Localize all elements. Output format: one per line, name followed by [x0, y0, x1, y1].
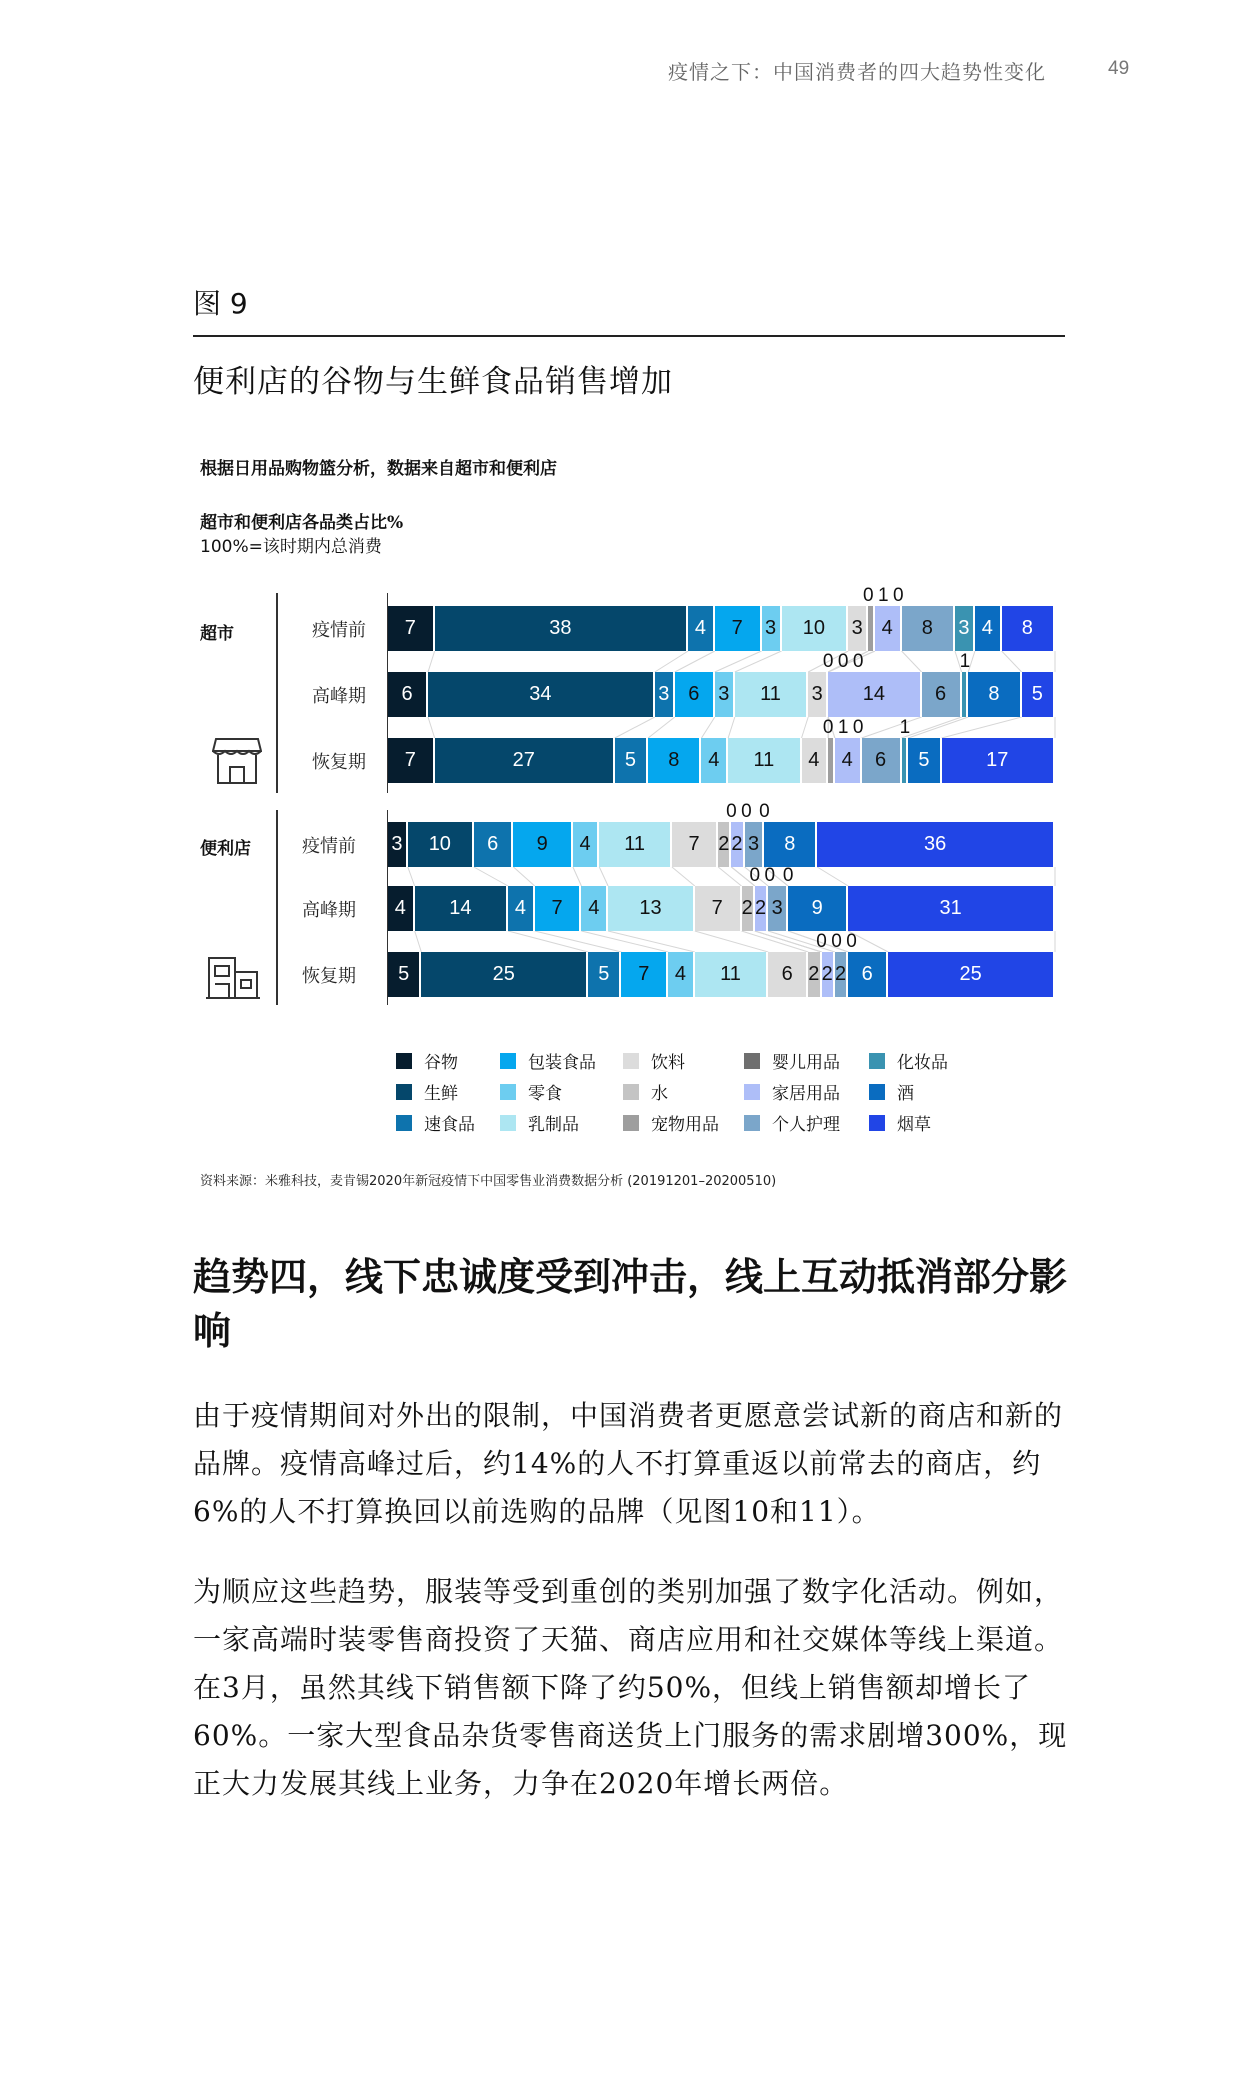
bar-segment-饮料: 4 [802, 738, 829, 783]
data-label: 0 [816, 931, 827, 952]
connector-line [599, 867, 608, 886]
data-label: 1 [899, 717, 911, 738]
paragraph: 由于疫情期间对外出的限制，中国消费者更愿意尝试新的商店和新的品牌。疫情高峰过后，约14%的人不打算重返以前常去的商店，约6%的人不打算换回以前选购的品牌（见图10和11）。 [193, 1399, 1064, 1528]
source-note: 资料来源：米雅科技，麦肯锡2020年新冠疫情下中国零售业消费数据分析 (20191201–20200510) [200, 1174, 777, 1189]
legend-label: 烟草 [897, 1115, 931, 1135]
section-heading: 趋势四，线下忠诚度受到冲击，线上互动抵消部分影响 [193, 1254, 1068, 1353]
bar-segment-包装食品: 7 [715, 606, 762, 651]
bar-segment-谷物: 7 [388, 606, 435, 651]
data-label: 0 [764, 865, 776, 886]
data-label: 0 [846, 931, 857, 952]
legend-swatch [744, 1084, 760, 1100]
row-label: 高峰期 [302, 900, 356, 921]
legend-swatch [744, 1115, 760, 1131]
connector-line [908, 717, 968, 738]
connector-line [615, 717, 655, 738]
connector-line [648, 717, 675, 738]
legend-label: 谷物 [424, 1053, 458, 1073]
connector-line [428, 651, 435, 672]
legend-label: 速食品 [424, 1115, 475, 1135]
connector-line [415, 931, 422, 952]
connector-line [728, 717, 735, 738]
connector-line [802, 717, 809, 738]
connector-line [902, 651, 922, 672]
bar-segment-饮料: 6 [768, 952, 808, 997]
bar-segment-个人护理: 6 [862, 738, 902, 783]
legend-label: 饮料 [651, 1053, 685, 1073]
chart-note: 100%=该时期内总消费 [200, 537, 382, 557]
page-number: 49 [1108, 58, 1130, 79]
row-label: 疫情前 [312, 620, 366, 641]
legend-swatch [869, 1115, 885, 1131]
connector-line [655, 651, 688, 672]
legend-swatch [396, 1115, 412, 1131]
legend-label: 水 [651, 1084, 668, 1104]
bar-segment-零食: 4 [668, 952, 695, 997]
legend-item [623, 1110, 719, 1135]
legend-label: 乳制品 [528, 1115, 579, 1135]
legend-label: 包装食品 [528, 1053, 596, 1073]
legend-item [396, 1079, 458, 1104]
bar-segment-零食: 4 [573, 822, 599, 867]
running-title: 疫情之下：中国消费者的四大趋势性变化 [668, 60, 1046, 84]
stacked-bar [388, 865, 1055, 931]
connector-line [817, 867, 848, 886]
legend-item [500, 1048, 596, 1073]
legend-swatch [500, 1115, 516, 1131]
bar-segment-乳制品: 11 [728, 738, 801, 783]
bar-segment-酒: 6 [848, 952, 888, 997]
row-label: 高峰期 [312, 686, 366, 707]
connector-line [828, 651, 875, 672]
legend-label: 个人护理 [772, 1115, 840, 1135]
bar-segment-包装食品: 7 [535, 886, 582, 931]
chart-heading: 根据日用品购物篮分析，数据来自超市和便利店 [200, 459, 557, 479]
legend-item [396, 1110, 475, 1135]
legend-label: 婴儿用品 [772, 1053, 840, 1073]
bar-segment-化妆品 [902, 738, 909, 783]
legend-item [869, 1079, 914, 1104]
data-label: 0 [852, 651, 864, 672]
bar-segment-饮料: 7 [695, 886, 742, 931]
bar-segment-生鲜: 27 [435, 738, 615, 783]
bar-segment-速食品: 4 [688, 606, 715, 651]
bar-segment-个人护理: 6 [922, 672, 962, 717]
connector-line [862, 717, 922, 738]
stacked-bar [388, 801, 1055, 867]
data-label: 0 [822, 717, 834, 738]
legend-item [869, 1048, 948, 1073]
legend-item [396, 1048, 458, 1073]
bar-segment-酒: 8 [968, 672, 1021, 717]
bar-segment-饮料: 3 [808, 672, 828, 717]
connector-line [428, 717, 435, 738]
legend-item [500, 1079, 562, 1104]
bar-segment-乳制品: 11 [695, 952, 768, 997]
legend-label: 宠物用品 [651, 1115, 719, 1135]
connector-line [513, 867, 534, 886]
bar-segment-谷物: 7 [388, 738, 435, 783]
bar-segment-烟草: 36 [817, 822, 1055, 867]
bar-segment-饮料: 7 [672, 822, 718, 867]
connector-line [1002, 651, 1022, 672]
paragraph: 为顺应这些趋势，服装等受到重创的类别加强了数字化活动。例如，一家高端时装零售商投资了天猫、商店应用和社交媒体等线上渠道。在3月，虽然其线下销售额下降了约50%，但线上销售额却增长了60%。一家大型食品杂货零售商送货上门服务的需求剧增300%，现正大力发展其线上业务，力争在2020年增长两倍。 [193, 1575, 1068, 1800]
bar-segment-烟草: 17 [942, 738, 1055, 783]
legend-item [744, 1079, 840, 1104]
connector-line [675, 651, 715, 672]
bar-segment-化妆品 [962, 672, 969, 717]
bar-segment-酒: 4 [975, 606, 1002, 651]
data-label: 0 [852, 717, 864, 738]
bar-segment-水: 2 [742, 886, 755, 931]
data-label: 0 [837, 651, 849, 672]
bar-segment-速食品: 6 [474, 822, 514, 867]
bar-segment-谷物: 6 [388, 672, 428, 717]
figure-title: 便利店的谷物与生鲜食品销售增加 [193, 364, 673, 400]
legend-swatch [500, 1053, 516, 1069]
data-label: 0 [749, 865, 761, 886]
bar-segment-零食: 4 [701, 738, 728, 783]
bar-segment-家居用品: 2 [822, 952, 835, 997]
data-label: 1 [959, 651, 971, 672]
data-label: 0 [782, 865, 794, 886]
bar-segment-生鲜: 14 [415, 886, 508, 931]
bar-segment-烟草: 8 [1002, 606, 1055, 651]
data-label: 0 [831, 931, 842, 952]
bar-segment-速食品: 3 [655, 672, 675, 717]
bar-segment-个人护理: 8 [902, 606, 955, 651]
connector-line [474, 867, 508, 886]
legend-swatch [500, 1084, 516, 1100]
data-label: 1 [877, 585, 889, 606]
bar-segment-烟草: 25 [888, 952, 1055, 997]
row-label: 疫情前 [302, 836, 356, 857]
chart-subheading: 超市和便利店各品类占比% [200, 513, 404, 533]
bar-segment-个人护理: 3 [768, 886, 788, 931]
legend-item [500, 1110, 579, 1135]
legend-swatch [623, 1084, 639, 1100]
connector-line [672, 867, 695, 886]
bar-segment-包装食品: 7 [621, 952, 668, 997]
bar-segment-乳制品: 11 [735, 672, 808, 717]
data-label: 0 [726, 801, 737, 822]
bar-segment-烟草: 31 [848, 886, 1055, 931]
bar-segment-乳制品: 11 [599, 822, 672, 867]
stacked-bar [388, 585, 1055, 651]
legend-label: 零食 [528, 1084, 562, 1104]
bar-segment-酒: 5 [908, 738, 941, 783]
bar-segment-水: 2 [718, 822, 731, 867]
connector-line [408, 867, 415, 886]
bar-segment-包装食品: 6 [675, 672, 715, 717]
connector-line [755, 931, 822, 952]
legend-swatch [396, 1084, 412, 1100]
bar-segment-化妆品: 3 [955, 606, 975, 651]
row-label: 恢复期 [312, 752, 366, 773]
connector-line [573, 867, 582, 886]
bar-segment-水: 2 [808, 952, 821, 997]
bar-segment-个人护理: 2 [835, 952, 848, 997]
legend-item [623, 1079, 668, 1104]
bar-segment-酒: 9 [788, 886, 848, 931]
connector-line [718, 867, 741, 886]
data-label: 0 [892, 585, 904, 606]
data-label: 1 [837, 717, 849, 738]
legend-item [744, 1110, 840, 1135]
legend-label: 生鲜 [424, 1084, 458, 1104]
bar-segment-谷物: 3 [388, 822, 408, 867]
bar-segment-谷物: 4 [388, 886, 415, 931]
row-label: 恢复期 [302, 966, 356, 987]
bar-segment-宠物用品 [868, 606, 875, 651]
stacked-bar [388, 651, 1055, 717]
legend-item [623, 1048, 685, 1073]
group-label-convenience: 便利店 [200, 839, 251, 859]
bar-segment-零食: 3 [762, 606, 782, 651]
bar-segment-个人护理: 3 [745, 822, 765, 867]
legend-label: 家居用品 [772, 1084, 840, 1104]
legend-swatch [869, 1084, 885, 1100]
bar-segment-家居用品: 4 [875, 606, 902, 651]
data-label: 0 [822, 651, 834, 672]
bar-segment-乳制品: 13 [608, 886, 695, 931]
legend-label: 酒 [897, 1084, 914, 1104]
legend-swatch [744, 1053, 760, 1069]
connector-line [581, 931, 668, 952]
connector-line [695, 931, 768, 952]
stacked-bar [388, 931, 1055, 997]
legend-label: 化妆品 [897, 1053, 948, 1073]
bar-segment-家居用品: 14 [828, 672, 921, 717]
bar-segment-家居用品: 2 [731, 822, 744, 867]
bar-segment-零食: 3 [715, 672, 735, 717]
bar-segment-速食品: 4 [508, 886, 535, 931]
legend-swatch [623, 1115, 639, 1131]
bar-segment-家居用品: 2 [755, 886, 768, 931]
bar-segment-酒: 8 [764, 822, 817, 867]
figure-number: 图 9 [193, 287, 248, 320]
bar-segment-生鲜: 38 [435, 606, 688, 651]
legend-swatch [623, 1053, 639, 1069]
bar-segment-家居用品: 4 [835, 738, 862, 783]
connector-line [608, 931, 695, 952]
bar-segment-包装食品: 8 [648, 738, 701, 783]
connector-line [701, 717, 714, 738]
bar-segment-生鲜: 25 [421, 952, 588, 997]
bar-segment-生鲜: 34 [428, 672, 655, 717]
data-label: 0 [741, 801, 752, 822]
data-label: 0 [759, 801, 770, 822]
bar-segment-生鲜: 10 [408, 822, 474, 867]
legend-item [744, 1048, 840, 1073]
bar-segment-饮料: 3 [848, 606, 868, 651]
bar-segment-烟草: 5 [1022, 672, 1055, 717]
stacked-bar [388, 717, 1055, 783]
bar-segment-零食: 4 [581, 886, 608, 931]
bar-segment-宠物用品 [828, 738, 835, 783]
bar-segment-乳制品: 10 [782, 606, 849, 651]
connector-line [735, 651, 782, 672]
data-label: 0 [862, 585, 874, 606]
legend-swatch [869, 1053, 885, 1069]
bar-segment-包装食品: 9 [513, 822, 572, 867]
legend-swatch [396, 1053, 412, 1069]
group-label-supermarket: 超市 [200, 624, 234, 644]
bar-segment-速食品: 5 [588, 952, 621, 997]
legend-item [869, 1110, 931, 1135]
bar-segment-速食品: 5 [615, 738, 648, 783]
connector-line [715, 651, 762, 672]
bar-segment-谷物: 5 [388, 952, 421, 997]
